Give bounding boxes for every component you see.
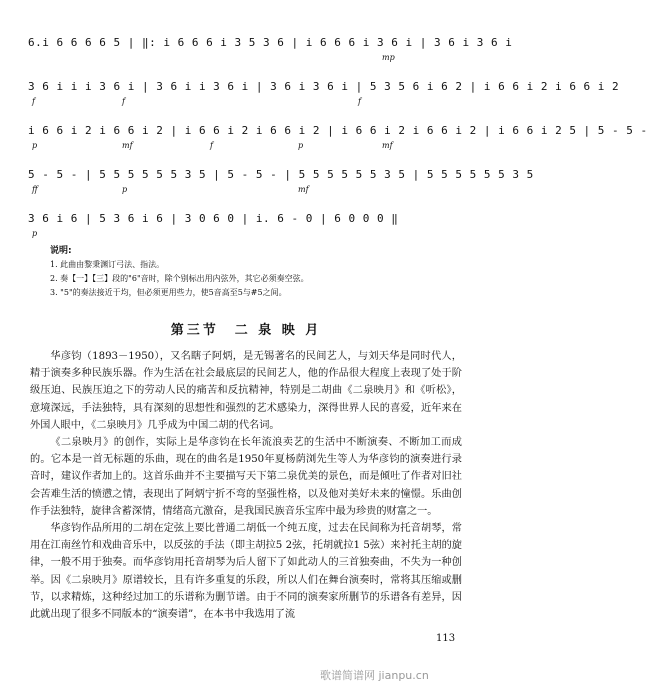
dynamic-mark: p (298, 141, 304, 150)
paragraph-2: 《二泉映月》的创作，实际上是华彦钧在长年流浪卖艺的生活中不断演奏、不断加工而成的。它本是一首无标题的乐曲，现在的曲名是1950年夏杨荫浏先生等人为华彦钧的演奏进行录音时，建议作者加上的。这首乐曲并不主要描写天下第二泉优美的景色，而是倾吐了作者对旧社会苦难生活的愤懑之情，表现出了阿炳宁折不弯的坚强性格，以及他对美好未来的憧憬。乐曲创作手法独特，旋律含蓄深情，情绪高亢激奋，是我国民族音乐宝库中最为珍贵的财富之一。 (30, 437, 462, 517)
score-notes: 5 - 5 - | 5 5 5 5 5 5 3 5 | 5 - 5 - | 5 5 5 5 5 5 3 5 | 5 5 5 5 5 5 3 5 (28, 168, 534, 181)
score-notes: 6.i 6 6 6 6 5 | ‖: i 6 6 6 i 3 5 3 6 | i 6 6 6 i 3 6 i | 3 6 i 3 6 i (28, 36, 513, 49)
score-notes: 3 6 i 6 | 5 3 6 i 6 | 3 0 6 0 | i. 6 - 0 | 6 0 0 0 ‖ (28, 212, 399, 225)
watermark: 歌谱简谱网 jianpu.cn (320, 669, 429, 682)
score-system (28, 66, 620, 110)
section-heading: 第三节 二 泉 映 月 (170, 323, 322, 338)
music-score (28, 22, 648, 242)
note-item-2: 2. 奏【一】【三】段的"6"音时，除个别标出用内弦外，其它必须奏空弦。 (50, 274, 309, 283)
score-system (28, 22, 513, 66)
score-notes: i 6 6 i 2 i 6 6 i 2 | i 6 6 i 2 i 6 6 i 2 | i 6 6 i 2 i 6 6 i 2 | i 6 6 i 2 5 | 5 - 5 - (28, 124, 648, 137)
dynamic-mark: mp (382, 53, 395, 62)
paragraph-1: 华彦钧（1893－1950），又名瞎子阿炳，是无锡著名的民间艺人，与刘天华是同时代人，精于演奏多种民族乐器。作为生活在社会最底层的民间艺人，他的作品很大程度上表现了处于阶级压迫、民族压迫之下的劳动人民的痛苦和反抗精神，特别是二胡曲《二泉映月》和《听松》，意境深远，手法独特，具有深刻的思想性和强烈的艺术感染力，深得世界人民的喜爱，近年来在外国人眼中，《二泉映月》几乎成为中国二胡的代名词。 (30, 351, 462, 431)
note-item-3: 3. "5"的奏法接近于均，但必须更用些力，使5音高至5与#5之间。 (50, 288, 287, 297)
score-system (28, 154, 534, 198)
dynamic-mark: mf (122, 141, 133, 150)
dynamic-mark: ff (32, 185, 38, 194)
dynamic-mark: f (122, 97, 125, 106)
dynamic-mark: f (32, 97, 35, 106)
dynamic-mark: f (358, 97, 361, 106)
note-item-1: 1. 此曲由黎秉渊订弓法、指法。 (50, 260, 165, 269)
score-notes: 3 6 i i i 3 6 i | 3 6 i i 3 6 i | 3 6 i 3 6 i | 5 3 5 6 i 6 2 | i 6 6 i 2 i 6 6 i 2 (28, 80, 620, 93)
page-number: 113 (436, 633, 456, 644)
dynamic-mark: f (210, 141, 213, 150)
dynamic-mark: mf (382, 141, 393, 150)
dynamic-mark: mf (298, 185, 309, 194)
score-system (28, 198, 464, 242)
paragraph-3: 华彦钧作品所用的二胡在定弦上要比普通二胡低一个纯五度，过去在民间称为托音胡琴，常用在江南丝竹和戏曲音乐中，以反弦的手法（即主胡拉5 2弦，托胡就拉1 5弦）来衬托主胡的旋律，一般不用于独奏。而华彦钧用托音胡琴为后人留下了如此动人的三首独奏曲，不失为一种创举。因《二泉映月》原谱较长，且有许多重复的乐段，所以人们在舞台演奏时，常将其压缩或删节，以求精炼，这种经过加工的乐谱称为删节谱。由于不同的演奏家所删节的乐谱各有差异，因此就出现了很多不同版本的“演奏谱”，在本书中我选用了流 (30, 523, 462, 621)
dynamic-mark: p (122, 185, 128, 194)
body-text (30, 348, 462, 623)
dynamic-mark: p (32, 141, 38, 150)
dynamic-mark: p (32, 229, 38, 238)
performance-notes (50, 244, 450, 300)
score-system (28, 110, 648, 154)
notes-title: 说明: (50, 246, 72, 256)
